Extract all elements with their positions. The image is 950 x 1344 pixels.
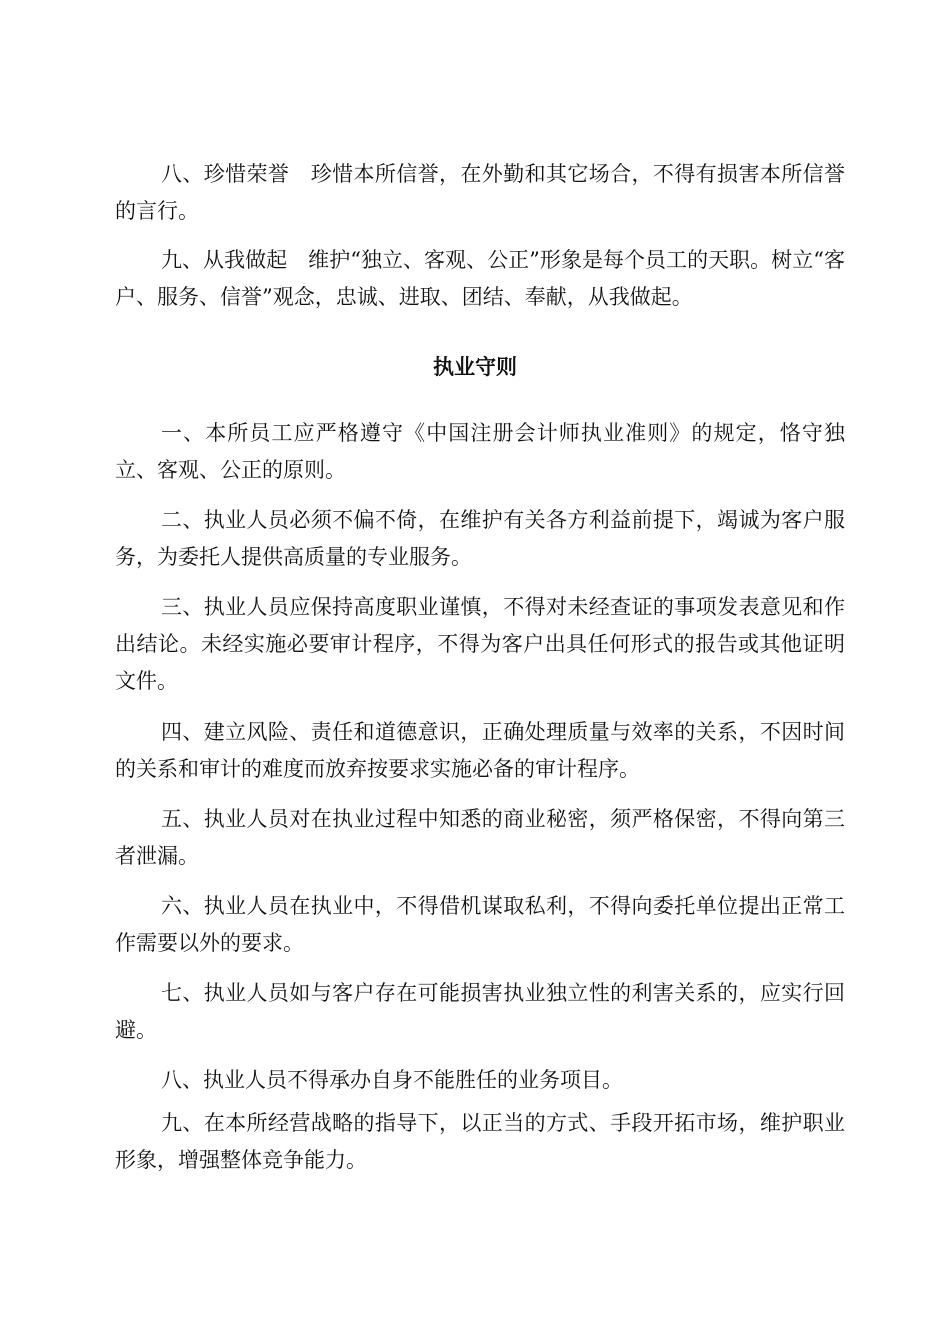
- rule-paragraph-4: 四、建立风险、责任和道德意识，正确处理质量与效率的关系，不因时间的关系和审计的难度而放弃按要求实施必备的审计程序。: [115, 720, 845, 781]
- rule-paragraph-7: 七、执业人员如与客户存在可能损害执业独立性的利害关系的，应实行回避。: [115, 981, 845, 1042]
- rule-paragraph-2: 二、执业人员必须不偏不倚，在维护有关各方利益前提下，竭诚为客户服务，为委托人提供高质量的专业服务。: [115, 508, 845, 569]
- rule-paragraph-8: 八、执业人员不得承办自身不能胜任的业务项目。: [161, 1068, 623, 1092]
- rule-paragraph-5: 五、执业人员对在执业过程中知悉的商业秘密，须严格保密，不得向第三者泄漏。: [115, 807, 845, 868]
- rule-paragraph-1: 一、本所员工应严格遵守《中国注册会计师执业准则》的规定，恪守独立、客观、公正的原则。: [115, 421, 845, 482]
- rule-paragraph-3: 三、执业人员应保持高度职业谨慎，不得对未经查证的事项发表意见和作出结论。未经实施必要审计程序，不得为客户出具任何形式的报告或其他证明文件。: [115, 595, 845, 693]
- honor-paragraph: 八、珍惜荣誉 珍惜本所信誉，在外勤和其它场合，不得有损害本所信誉的言行。: [115, 162, 845, 223]
- section-heading: 执业守则: [433, 355, 517, 379]
- rule-paragraph-9: 九、在本所经营战略的指导下，以正当的方式、手段开拓市场，维护职业形象，增强整体竞争能力。: [115, 1111, 845, 1172]
- rule-paragraph-6: 六、执业人员在执业中，不得借机谋取私利，不得向委托单位提出正常工作需要以外的要求。: [115, 894, 845, 955]
- lead-by-example-paragraph: 九、从我做起 维护“独立、客观、公正”形象是每个员工的天职。树立“客户、服务、信誉”观念，忠诚、进取、团结、奉献，从我做起。: [115, 248, 845, 309]
